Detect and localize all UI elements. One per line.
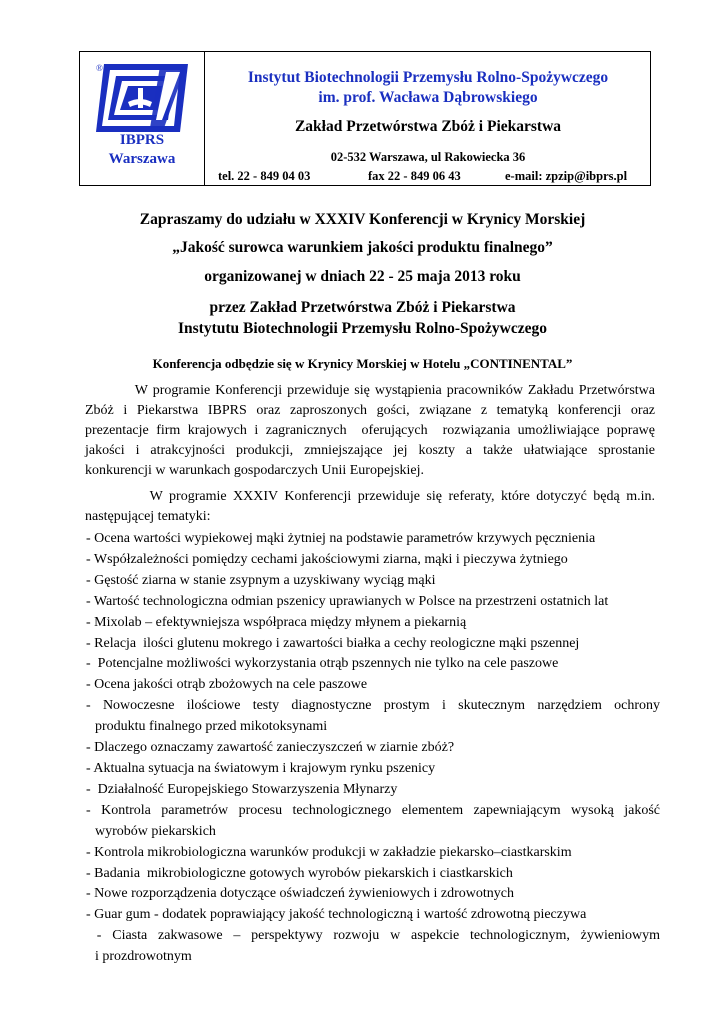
- topic-text-continued: wyrobów piekarskich: [95, 823, 216, 839]
- institute-patron: im. prof. Wacława Dąbrowskiego: [318, 89, 538, 106]
- topic-item: - Relacja ilości glutenu mokrego i zawartości białka a cechy reologiczne mąki pszennej: [86, 635, 580, 651]
- topic-item: - Dlaczego oznaczamy zawartość zanieczyszczeń w ziarnie zbóż?: [86, 740, 455, 756]
- paragraph-line: następującej tematyki:: [85, 509, 211, 524]
- topic-item: - Współzależności pomiędzy cechami jakościowymi ziarna, mąki i pieczywa żytniego: [86, 551, 568, 567]
- paragraph-topics-intro: [85, 487, 655, 527]
- email-address[interactable]: e-mail: zpzip@ibprs.pl: [505, 169, 628, 183]
- paragraph-line: W programie Konferencji przewiduje się wystąpienia pracowników Zakładu Przetwórstwa: [85, 383, 655, 398]
- topic-item: [86, 696, 660, 738]
- paragraph-line: konkurencji w warunkach gospodarczych Unii Europejskiej.: [85, 463, 425, 478]
- topics-list: [86, 529, 660, 968]
- ibprs-logo: [94, 62, 190, 134]
- topic-item: [86, 926, 660, 968]
- topic-item: - Guar gum - dodatek poprawiający jakość technologiczną i wartość zdrowotną pieczywa: [86, 907, 587, 923]
- paragraph-line: Zbóż i Piekarstwa IBPRS oraz zaproszonych gości, związane z tematyką konferencji oraz: [85, 403, 655, 418]
- topic-text-continued: i prozdrowotnym: [95, 949, 192, 965]
- address: 02-532 Warszawa, ul Rakowiecka 36: [330, 150, 526, 164]
- topic-item: - Kontrola mikrobiologiczna warunków produkcji w zakładzie piekarsko–ciastkarskim: [86, 844, 572, 860]
- invitation-line-1: Zapraszamy do udziału w XXXIV Konferencji w Krynicy Morskiej: [139, 211, 586, 228]
- letterhead: [79, 51, 651, 186]
- topic-item: - Nowe rozporządzenia dotyczące oświadczeń żywieniowych i zdrowotnych: [86, 886, 514, 902]
- logo-abbr: IBPRS: [119, 132, 165, 148]
- paragraph-line: prezentacje firm krajowych i zagranicznych oferujących rozwiązania umożliwiające poprawę: [85, 423, 655, 438]
- institute-name: Instytut Biotechnologii Przemysłu Rolno-Spożywczego: [247, 69, 609, 86]
- topic-text: - Kontrola parametrów procesu technologicznego elementem zapewniającym wysoką jakość: [86, 802, 660, 818]
- topic-text: - Nowoczesne ilościowe testy diagnostyczne prostym i skutecznym narzędziem ochrony: [86, 698, 660, 714]
- topic-item: - Aktualna sytuacja na światowym i krajowym rynku pszenicy: [86, 760, 436, 776]
- topic-item: - Ocena wartości wypiekowej mąki żytniej na podstawie parametrów krzywych pęcznienia: [86, 531, 596, 546]
- topic-item: - Badania mikrobiologiczne gotowych wyrobów piekarskich i ciastkarskich: [86, 865, 513, 881]
- paragraph-line: W programie XXXIV Konferencji przewiduje się referaty, które dotyczyć będą m.in.: [85, 489, 655, 504]
- topic-item: - Potencjalne możliwości wykorzystania otrąb pszennych nie tylko na cele paszowe: [86, 656, 559, 672]
- topic-item: - Działalność Europejskiego Stowarzyszenia Młynarzy: [86, 781, 398, 797]
- paragraph-line: jakości i atrakcyjności produkcji, zmniejszające jej koszty a także ułatwiające sprostanie: [85, 443, 655, 458]
- conference-dates: organizowanej w dniach 22 - 25 maja 2013 roku: [204, 268, 521, 285]
- registered-mark: ®: [96, 63, 103, 73]
- topic-item: - Ocena jakości otrąb zbożowych na cele paszowe: [86, 677, 368, 693]
- organizer-line-2: Instytutu Biotechnologii Przemysłu Rolno-Spożywczego: [178, 320, 547, 337]
- logo-city: Warszawa: [108, 151, 176, 167]
- topic-item: - Wartość technologiczna odmian pszenicy uprawianych w Polsce na przestrzeni ostatnich lat: [86, 593, 609, 609]
- phone-number: tel. 22 - 849 04 03: [218, 169, 311, 183]
- department-name: Zakład Przetwórstwa Zbóż i Piekarstwa: [294, 118, 562, 135]
- fax-number: fax 22 - 849 06 43: [368, 169, 461, 183]
- topic-item: - Mixolab – efektywniejsza współpraca między młynem a piekarnią: [86, 614, 467, 630]
- conference-theme: „Jakość surowca warunkiem jakości produktu finalnego”: [172, 239, 553, 256]
- venue-note: Konferencja odbędzie się w Krynicy Morskiej w Hotelu „CONTINENTAL”: [152, 356, 573, 371]
- topic-text: - Ciasta zakwasowe – perspektywy rozwoju w aspekcie technologicznym, żywieniowym: [86, 928, 660, 944]
- topic-item: [86, 801, 660, 843]
- logo-panel: [80, 52, 205, 185]
- topic-text-continued: produktu finalnego przed mikotoksynami: [95, 719, 328, 735]
- organizer-line-1: przez Zakład Przetwórstwa Zbóż i Piekarstwa: [209, 299, 516, 316]
- paragraph-program-intro: [85, 381, 655, 481]
- topic-item: - Gęstość ziarna w stanie zsypnym a uzyskiwany wyciąg mąki: [86, 572, 436, 588]
